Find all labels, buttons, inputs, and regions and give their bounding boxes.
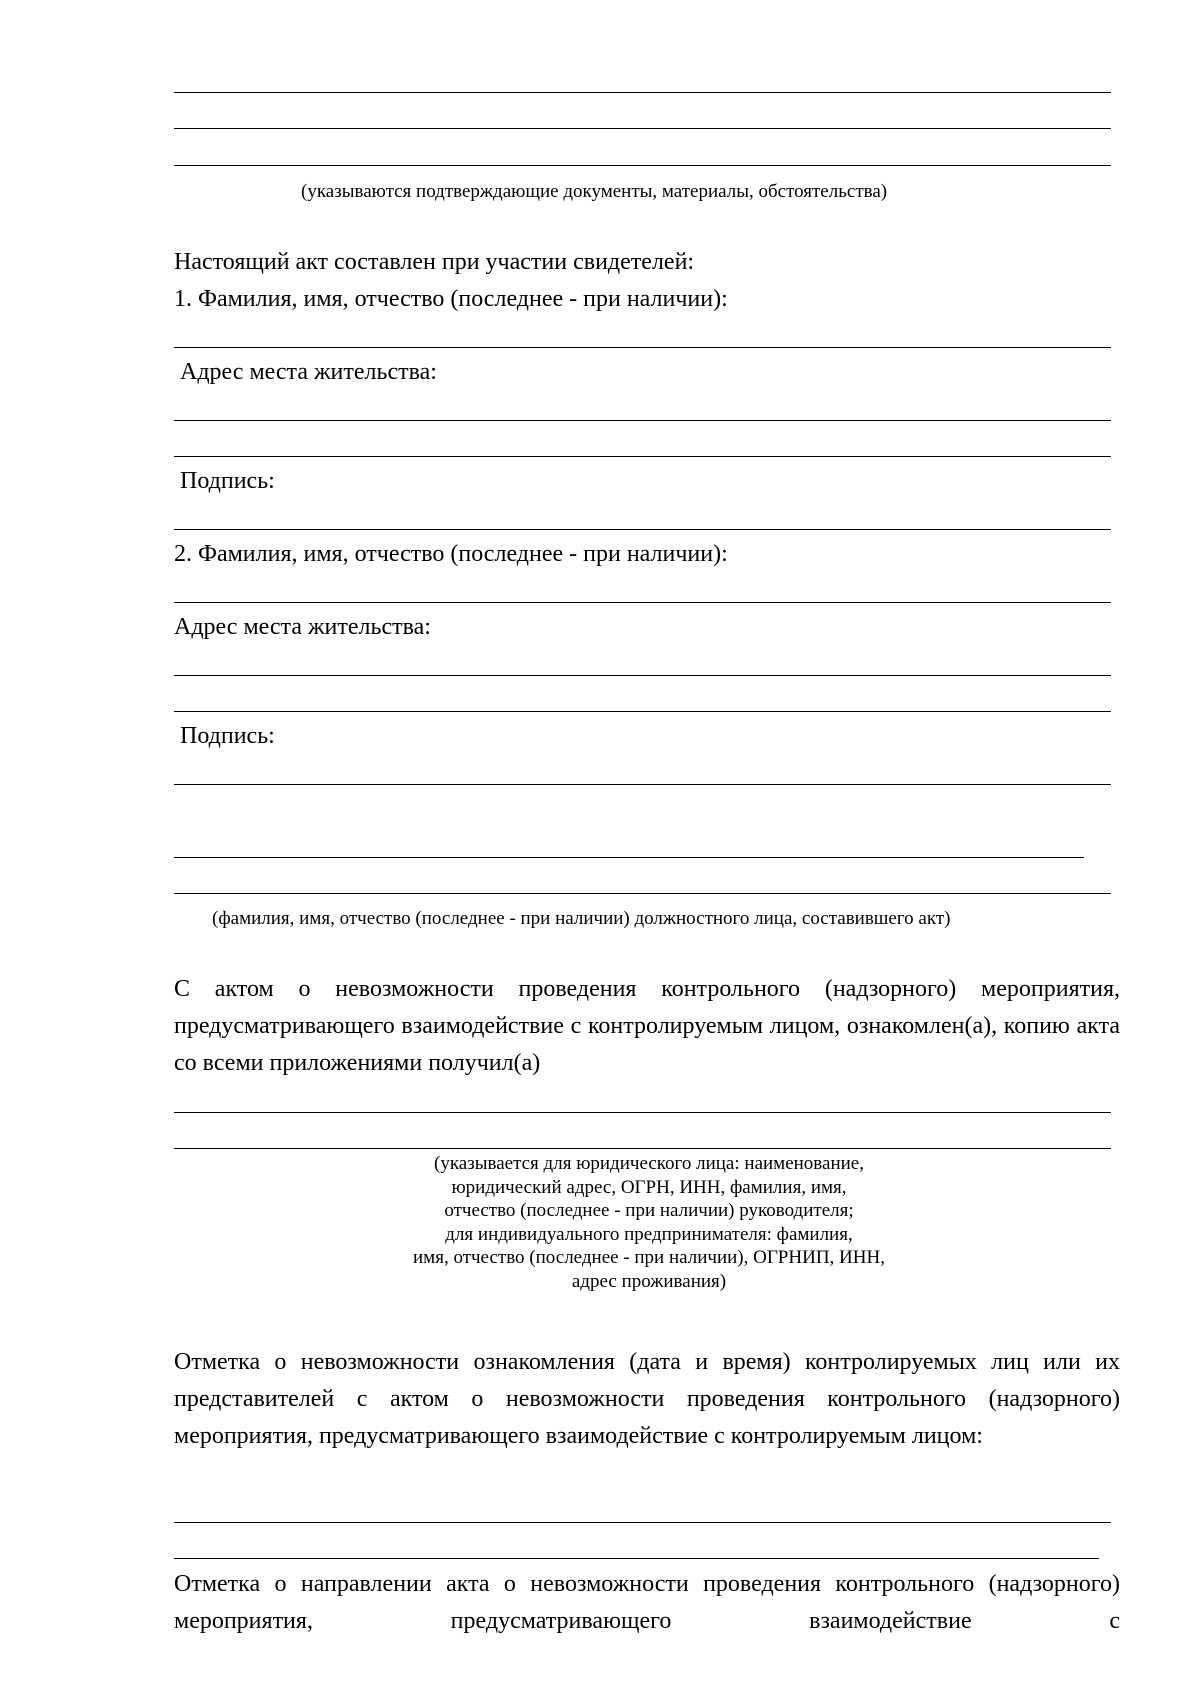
recipient-caption-line: (указывается для юридического лица: наименование, xyxy=(434,1153,864,1174)
impossibility-field-2[interactable] xyxy=(174,1558,1099,1559)
recipient-caption-line: адрес проживания) xyxy=(571,1270,727,1292)
recipient-field-2[interactable] xyxy=(174,1148,1111,1149)
recipient-caption-line: имя, отчество (последнее - при наличии), ОГРНИП, ИНН, xyxy=(413,1247,885,1268)
recipient-caption-line: для индивидуального предпринимателя: фамилия, xyxy=(445,1223,853,1245)
witness2-address-field[interactable] xyxy=(174,675,1111,676)
witness2-signature-label: Подпись: xyxy=(180,723,275,749)
recipient-field[interactable] xyxy=(174,1112,1111,1113)
impossibility-field[interactable] xyxy=(174,1522,1111,1523)
witness1-address-label: Адрес места жительства: xyxy=(180,359,437,385)
recipient-caption xyxy=(314,1152,984,1293)
witness1-address-field[interactable] xyxy=(174,420,1111,421)
witness1-signature-field[interactable] xyxy=(174,529,1111,530)
recipient-caption-line: юридический адрес, ОГРН, ИНН, фамилия, имя, xyxy=(451,1176,847,1198)
witness1-name-label: 1. Фамилия, имя, отчество (последнее - при наличии): xyxy=(174,286,728,312)
official-caption: (фамилия, имя, отчество (последнее - при наличии) должностного лица, составившего акт) xyxy=(212,908,951,929)
blank-line xyxy=(174,165,1111,166)
witnesses-intro: Настоящий акт составлен при участии свидетелей: xyxy=(174,249,695,275)
official-field-2[interactable] xyxy=(174,893,1111,894)
impossibility-paragraph: Отметка о невозможности ознакомления (дата и время) контролируемых лиц или их представителей с актом о невозможности проведения контрольного (надзорного) мероприятия, предусматривающего взаимодействие с контролируемым лицом: xyxy=(174,1349,1120,1449)
witness2-address-label: Адрес места жительства: xyxy=(174,614,431,640)
witness2-name-field[interactable] xyxy=(174,602,1111,603)
sending-paragraph: Отметка о направлении акта о невозможности проведения контрольного (надзорного) мероприятия, предусматривающего взаимодействие с xyxy=(174,1571,1120,1634)
witness2-name-label: 2. Фамилия, имя, отчество (последнее - при наличии): xyxy=(174,541,728,567)
evidence-caption: (указываются подтверждающие документы, материалы, обстоятельства) xyxy=(301,181,888,202)
acknowledgement-paragraph: С актом о невозможности проведения контрольного (надзорного) мероприятия, предусматривающего взаимодействие с контролируемым лицом, ознакомлен(а), копию акта со всеми приложениями получил(а) xyxy=(174,976,1120,1076)
witness1-address-field-2[interactable] xyxy=(174,456,1111,457)
witness2-address-field-2[interactable] xyxy=(174,711,1111,712)
official-field[interactable] xyxy=(174,857,1084,858)
blank-line xyxy=(174,128,1111,129)
recipient-caption-line: отчество (последнее - при наличии) руководителя; xyxy=(444,1200,854,1221)
witness1-name-field[interactable] xyxy=(174,347,1111,348)
witness1-signature-label: Подпись: xyxy=(180,468,275,494)
witness2-signature-field[interactable] xyxy=(174,784,1111,785)
blank-line xyxy=(174,92,1111,93)
